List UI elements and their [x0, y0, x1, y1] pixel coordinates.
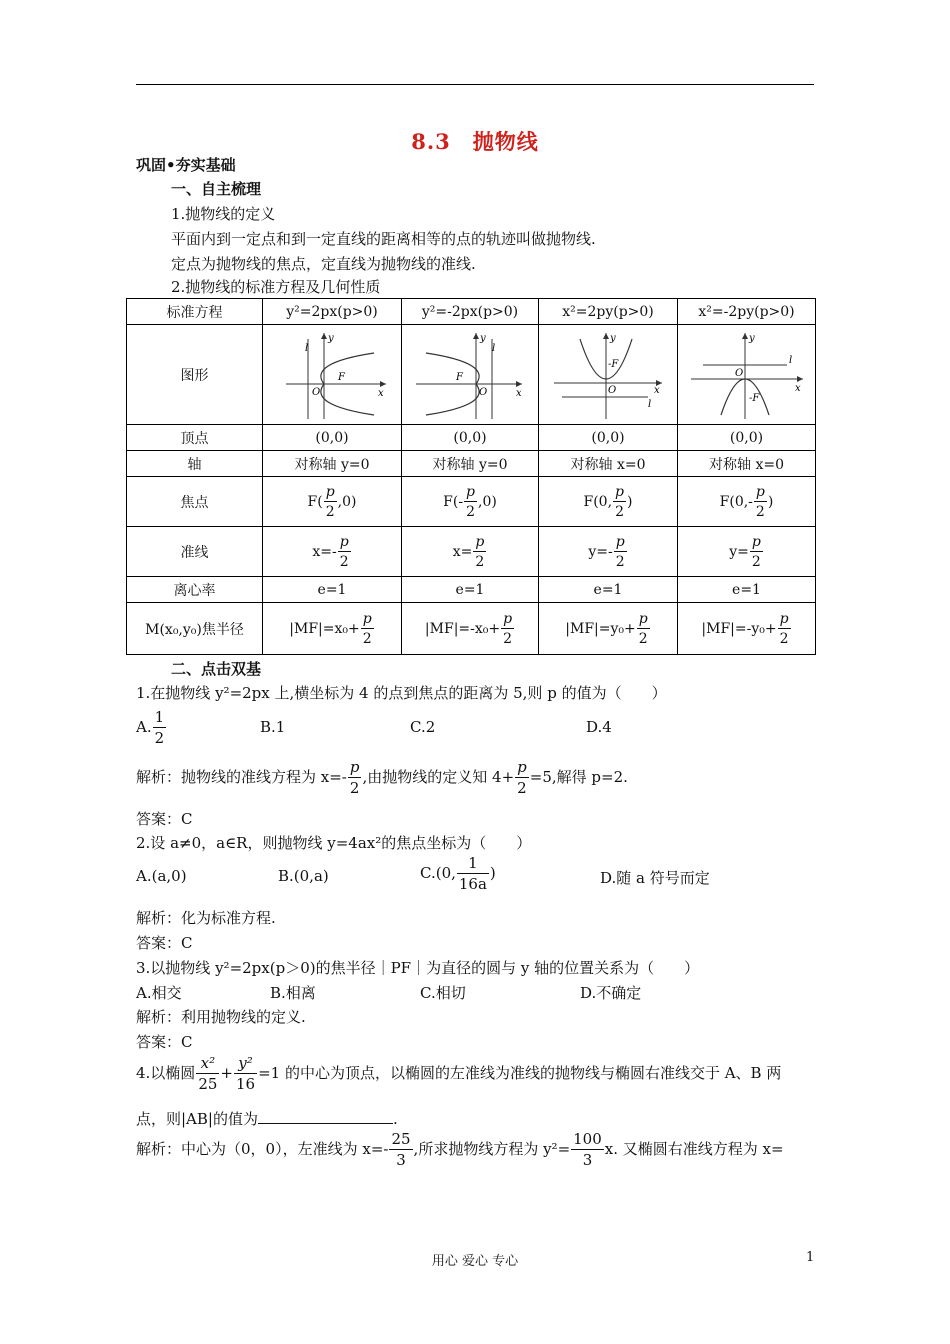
focus-label: F — [456, 371, 463, 383]
table-row — [127, 577, 816, 603]
parabola-down-graph — [683, 329, 811, 421]
eccentricity-cell: e=1 — [263, 577, 402, 603]
eccentricity-cell: e=1 — [539, 577, 678, 603]
y-axis-label: y — [748, 332, 755, 344]
vertex-cell: (0,0) — [402, 425, 539, 451]
x-axis-label: x — [794, 382, 801, 394]
fraction: $\frac{p}{2}$ — [517, 758, 527, 797]
definition-line-2: 定点为抛物线的焦点，定直线为抛物线的准线. — [171, 255, 476, 273]
focal-radius-cell: |MF|=-x₀+ $\frac{p}{2}$ — [402, 603, 539, 655]
directrix-label: l — [305, 342, 309, 354]
directrix-cell: x=- $\frac{p}{2}$ — [263, 527, 402, 577]
focus-label: -F — [748, 392, 759, 404]
fraction: $\frac{p}{2}$ — [638, 610, 648, 647]
y-axis-label: y — [480, 332, 486, 344]
vertex-cell: (0,0) — [263, 425, 402, 451]
focus-cell: F( $\frac{p}{2}$ ,0) — [263, 477, 402, 527]
origin-label: O — [608, 384, 617, 396]
question-2-option-c: C.(0, $\frac{1}{16a}$ ) — [420, 854, 496, 893]
table-row — [127, 299, 816, 325]
directrix-cell: y= $\frac{p}{2}$ — [678, 527, 816, 577]
y-axis-label: y — [328, 332, 334, 344]
fraction: $\frac{p}{2}$ — [751, 533, 761, 570]
fraction: $\frac{p}{2}$ — [466, 483, 476, 520]
question-2-answer: 答案：C — [136, 934, 193, 952]
question-1-option-a: A. $\frac{1}{2}$ — [136, 708, 165, 747]
equation-cell: x²=2py(p>0) — [539, 299, 678, 325]
graph-cell — [539, 325, 678, 425]
row-label: 图形 — [127, 325, 263, 425]
focal-radius-cell: |MF|=y₀+ $\frac{p}{2}$ — [539, 603, 678, 655]
question-1-stem: 1.在抛物线 y²=2px 上,横坐标为 4 的点到焦点的距离为 5,则 p 的值为（ ） — [136, 684, 667, 702]
question-1-analysis: 解析：抛物线的准线方程为 x=- $\frac{p}{2}$ ,由抛物线的定义知 4+ $\frac{p}{2}$ =5,解得 p=2. — [136, 758, 628, 797]
properties-table — [126, 298, 816, 655]
question-4-stem: 4.以椭圆 $\frac{\text{x²}}{25}$ + $\frac{\text{y²}}{16}$ =1 的中心为顶点，以椭圆的左准线为准线的抛物线与椭圆右准线交于 A、B 两 — [136, 1054, 782, 1093]
row-label: 离心率 — [127, 577, 263, 603]
table-row — [127, 603, 816, 655]
question-2-option-b: B.(0,a) — [278, 867, 329, 885]
question-3-analysis: 解析：利用抛物线的定义. — [136, 1008, 306, 1026]
question-3-option-d: D.不确定 — [580, 984, 642, 1002]
table-row — [127, 325, 816, 425]
fraction: $\frac{p}{2}$ — [755, 483, 765, 520]
fraction: $\frac{p}{2}$ — [475, 533, 485, 570]
question-3-stem: 3.以抛物线 y²=2px(p＞0)的焦半径｜PF｜为直径的圆与 y 轴的位置关系为（ ） — [136, 959, 700, 977]
fraction: $\frac{1}{2}$ — [154, 708, 165, 747]
fraction: $\frac{p}{2}$ — [615, 483, 625, 520]
equation-cell: x²=-2py(p>0) — [678, 299, 816, 325]
row-label: 标准方程 — [127, 299, 263, 325]
table-row — [127, 477, 816, 527]
question-2-option-d: D.随 a 符号而定 — [600, 869, 710, 887]
table-row — [127, 451, 816, 477]
x-axis-label: x — [654, 384, 660, 396]
section-heading: 巩固•夯实基础 — [136, 156, 236, 174]
row-label: 准线 — [127, 527, 263, 577]
x-axis-label: x — [378, 387, 384, 399]
parabola-up-graph — [544, 329, 672, 421]
origin-label: O — [734, 367, 743, 379]
graph-cell — [678, 325, 816, 425]
y-axis-label: y — [610, 332, 616, 344]
question-2-option-a: A.(a,0) — [136, 867, 187, 885]
eccentricity-cell: e=1 — [402, 577, 539, 603]
question-1-option-c: C.2 — [410, 718, 436, 736]
eccentricity-cell: e=1 — [678, 577, 816, 603]
question-3-option-c: C.相切 — [420, 984, 466, 1002]
vertex-cell: (0,0) — [678, 425, 816, 451]
row-label: 焦点 — [127, 477, 263, 527]
directrix-label: l — [492, 342, 496, 354]
page-footer: 用心 爱心 专心 — [431, 1254, 519, 1269]
parabola-left-graph — [406, 329, 534, 421]
focus-cell: F(0, $\frac{p}{2}$ ) — [539, 477, 678, 527]
question-3-option-b: B.相离 — [270, 984, 316, 1002]
question-2-stem: 2.设 a≠0，a∈R，则抛物线 y=4ax²的焦点坐标为（ ） — [136, 834, 532, 852]
question-2-analysis: 解析：化为标准方程. — [136, 909, 276, 927]
fraction: $\frac{p}{2}$ — [339, 533, 349, 570]
vertex-cell: (0,0) — [539, 425, 678, 451]
focal-radius-cell: |MF|=-y₀+ $\frac{p}{2}$ — [678, 603, 816, 655]
question-1-answer: 答案：C — [136, 810, 193, 828]
axis-cell: 对称轴 y=0 — [263, 451, 402, 477]
directrix-cell: y=- $\frac{p}{2}$ — [539, 527, 678, 577]
question-1-option-d: D.4 — [586, 718, 612, 736]
definition-heading: 1.抛物线的定义 — [171, 205, 276, 223]
fraction: $\frac{1}{16a}$ — [458, 854, 487, 893]
row-label: M(x₀,y₀)焦半径 — [127, 603, 263, 655]
table-row — [127, 527, 816, 577]
page-title: 8.3 抛物线 — [411, 129, 539, 154]
equation-cell: y²=2px(p>0) — [263, 299, 402, 325]
fraction: $\frac{p}{2}$ — [779, 610, 789, 647]
fraction: $\frac{p}{2}$ — [362, 610, 372, 647]
origin-label: O — [479, 386, 488, 398]
subsection-heading-1: 一、自主梳理 — [171, 180, 262, 198]
focus-cell: F(- $\frac{p}{2}$ ,0) — [402, 477, 539, 527]
focus-label: -F — [608, 358, 619, 370]
table-heading: 2.抛物线的标准方程及几何性质 — [171, 278, 381, 296]
fraction: $\frac{\text{y²}}{16}$ — [235, 1054, 256, 1093]
question-1-option-b: B.1 — [260, 718, 286, 736]
directrix-label: l — [648, 398, 652, 410]
parabola-right-graph — [268, 329, 396, 421]
row-label: 顶点 — [127, 425, 263, 451]
axis-cell: 对称轴 x=0 — [539, 451, 678, 477]
focus-label: F — [338, 371, 345, 383]
x-axis-label: x — [516, 387, 522, 399]
axis-cell: 对称轴 y=0 — [402, 451, 539, 477]
question-3-answer: 答案：C — [136, 1033, 193, 1051]
question-3-option-a: A.相交 — [136, 984, 182, 1002]
answer-blank — [258, 1111, 393, 1124]
question-4-stem-line-2: 点，则|AB|的值为 . — [136, 1110, 398, 1128]
origin-label: O — [312, 386, 321, 398]
graph-cell — [402, 325, 539, 425]
fraction: $\frac{\text{x²}}{25}$ — [198, 1054, 218, 1093]
fraction: $\frac{p}{2}$ — [349, 758, 360, 797]
header-rule — [136, 84, 814, 85]
row-label: 轴 — [127, 451, 263, 477]
directrix-label: l — [788, 354, 792, 366]
fraction: $\frac{p}{2}$ — [615, 533, 625, 570]
graph-cell — [263, 325, 402, 425]
focus-cell: F(0,- $\frac{p}{2}$ ) — [678, 477, 816, 527]
subsection-heading-2: 二、点击双基 — [171, 660, 262, 678]
fraction: $\frac{p}{2}$ — [325, 483, 335, 520]
fraction: $\frac{100}{3}$ — [573, 1130, 602, 1169]
page-number: 1 — [806, 1250, 815, 1265]
focal-radius-cell: |MF|=x₀+ $\frac{p}{2}$ — [263, 603, 402, 655]
definition-line-1: 平面内到一定点和到一定直线的距离相等的点的轨迹叫做抛物线. — [171, 230, 596, 248]
axis-cell: 对称轴 x=0 — [678, 451, 816, 477]
table-row — [127, 425, 816, 451]
directrix-cell: x= $\frac{p}{2}$ — [402, 527, 539, 577]
fraction: $\frac{p}{2}$ — [503, 610, 513, 647]
fraction: $\frac{25}{3}$ — [391, 1130, 411, 1169]
equation-cell: y²=-2px(p>0) — [402, 299, 539, 325]
question-4-analysis: 解析：中心为（0，0），左准线为 x=- $\frac{25}{3}$ ,所求抛物线方程为 y²= $\frac{100}{3}$ x. 又椭圆右准线方程为 x= — [136, 1130, 784, 1169]
